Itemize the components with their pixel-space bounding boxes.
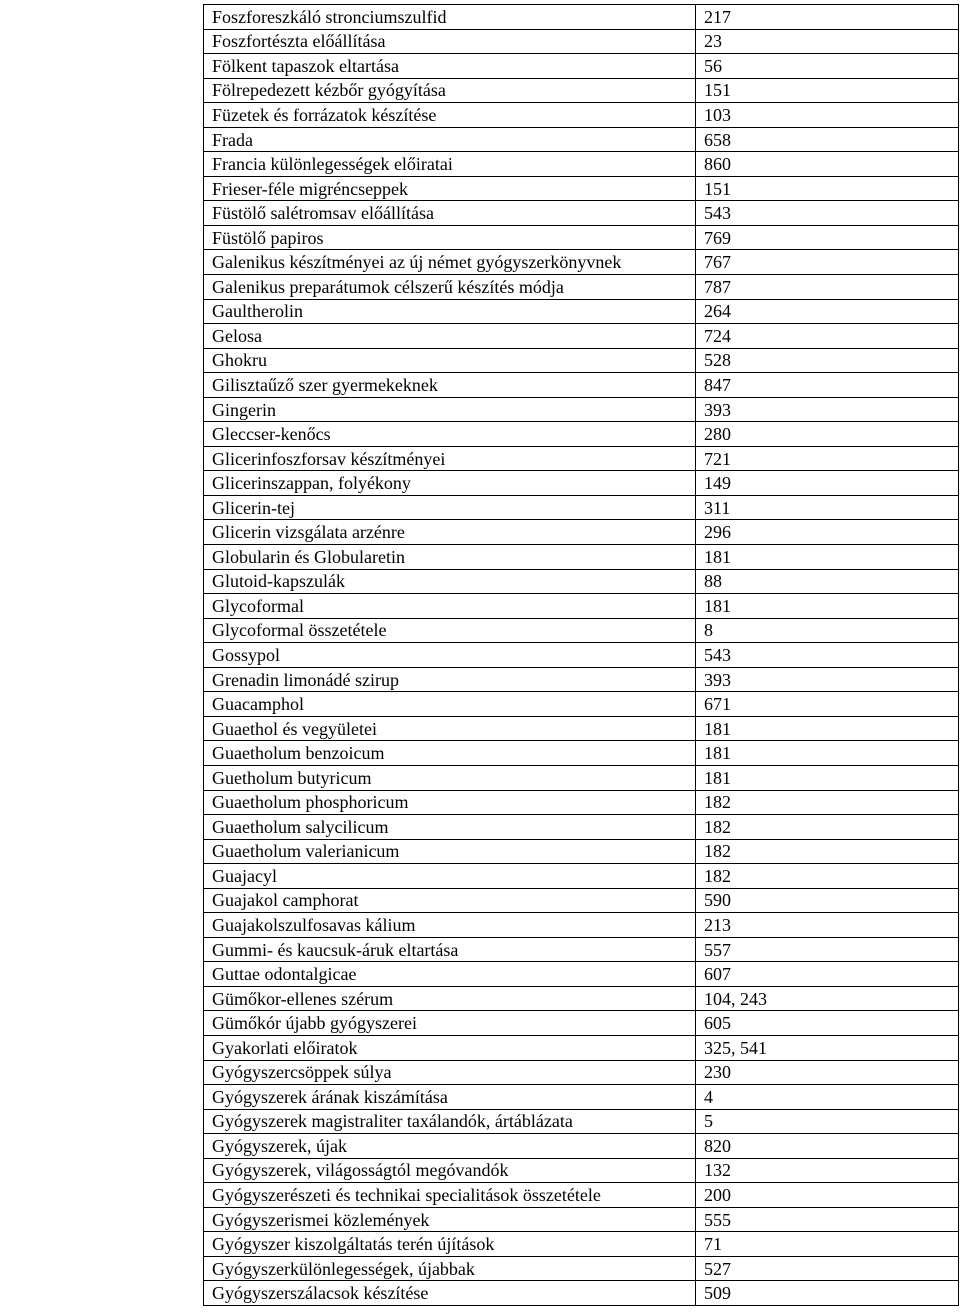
index-page-number: 200 bbox=[696, 1183, 959, 1208]
index-term: Foszfortészta előállítása bbox=[204, 29, 696, 54]
index-row bbox=[204, 127, 959, 152]
index-page-number: 543 bbox=[696, 643, 959, 668]
index-page-number: 590 bbox=[696, 888, 959, 913]
index-page-number: 5 bbox=[696, 1109, 959, 1134]
index-page-number: 182 bbox=[696, 790, 959, 815]
index-term: Gyógyszerismei közlemények bbox=[204, 1207, 696, 1232]
index-row bbox=[204, 1035, 959, 1060]
index-page-number: 607 bbox=[696, 962, 959, 987]
index-page-number: 213 bbox=[696, 913, 959, 938]
index-term: Glycoformal összetétele bbox=[204, 618, 696, 643]
index-row bbox=[204, 937, 959, 962]
index-row bbox=[204, 397, 959, 422]
index-row bbox=[204, 741, 959, 766]
index-row bbox=[204, 201, 959, 226]
index-row bbox=[204, 176, 959, 201]
index-row bbox=[204, 1281, 959, 1306]
index-term: Frada bbox=[204, 127, 696, 152]
index-term: Foszforeszkáló stronciumszulfid bbox=[204, 5, 696, 30]
index-term: Francia különlegességek előiratai bbox=[204, 152, 696, 177]
index-term: Guajacyl bbox=[204, 864, 696, 889]
index-term: Grenadin limonádé szirup bbox=[204, 667, 696, 692]
index-term: Glicerin-tej bbox=[204, 495, 696, 520]
index-page-number: 280 bbox=[696, 422, 959, 447]
index-page-number: 527 bbox=[696, 1256, 959, 1281]
index-page-number: 23 bbox=[696, 29, 959, 54]
index-page-number: 132 bbox=[696, 1158, 959, 1183]
index-page-number: 103 bbox=[696, 103, 959, 128]
index-term: Gyógyszerészeti és technikai specialitások összetétele bbox=[204, 1183, 696, 1208]
index-row bbox=[204, 839, 959, 864]
index-page-number: 151 bbox=[696, 176, 959, 201]
index-page-number: 671 bbox=[696, 692, 959, 717]
index-row bbox=[204, 569, 959, 594]
index-term: Gyógyszerszálacsok készítése bbox=[204, 1281, 696, 1306]
index-page-number: 182 bbox=[696, 815, 959, 840]
index-row bbox=[204, 962, 959, 987]
index-term: Glicerinfoszforsav készítményei bbox=[204, 446, 696, 471]
index-row bbox=[204, 618, 959, 643]
index-page-number: 149 bbox=[696, 471, 959, 496]
index-term: Gingerin bbox=[204, 397, 696, 422]
index-row bbox=[204, 913, 959, 938]
index-page-number: 4 bbox=[696, 1085, 959, 1110]
index-row bbox=[204, 1232, 959, 1257]
index-term: Gyógyszerek, újak bbox=[204, 1134, 696, 1159]
index-row bbox=[204, 790, 959, 815]
index-row bbox=[204, 299, 959, 324]
index-page-number: 182 bbox=[696, 839, 959, 864]
index-row bbox=[204, 54, 959, 79]
index-term: Fölrepedezett kézbőr gyógyítása bbox=[204, 78, 696, 103]
index-term: Gummi- és kaucsuk-áruk eltartása bbox=[204, 937, 696, 962]
index-row bbox=[204, 594, 959, 619]
index-row bbox=[204, 250, 959, 275]
index-page-number: 325, 541 bbox=[696, 1035, 959, 1060]
index-page-number: 181 bbox=[696, 741, 959, 766]
index-term: Gilisztaűző szer gyermekeknek bbox=[204, 373, 696, 398]
index-page-number: 71 bbox=[696, 1232, 959, 1257]
index-term: Füzetek és forrázatok készítése bbox=[204, 103, 696, 128]
index-row bbox=[204, 373, 959, 398]
index-page-number: 230 bbox=[696, 1060, 959, 1085]
index-row bbox=[204, 446, 959, 471]
index-term: Gleccser-kenőcs bbox=[204, 422, 696, 447]
index-term: Guaetholum phosphoricum bbox=[204, 790, 696, 815]
index-row bbox=[204, 545, 959, 570]
index-page-number: 311 bbox=[696, 495, 959, 520]
index-page-number: 555 bbox=[696, 1207, 959, 1232]
index-term: Guacamphol bbox=[204, 692, 696, 717]
index-term: Ghokru bbox=[204, 348, 696, 373]
index-page-number: 721 bbox=[696, 446, 959, 471]
index-term: Globularin és Globularetin bbox=[204, 545, 696, 570]
index-term: Galenikus preparátumok célszerű készítés módja bbox=[204, 275, 696, 300]
index-term: Füstölő salétromsav előállítása bbox=[204, 201, 696, 226]
index-row bbox=[204, 422, 959, 447]
index-page-number: 181 bbox=[696, 545, 959, 570]
index-page-number: 181 bbox=[696, 765, 959, 790]
index-term: Gyakorlati előiratok bbox=[204, 1035, 696, 1060]
index-term: Guaetholum benzoicum bbox=[204, 741, 696, 766]
index-term: Frieser-féle migréncseppek bbox=[204, 176, 696, 201]
index-row bbox=[204, 815, 959, 840]
index-term: Guaetholum salycilicum bbox=[204, 815, 696, 840]
index-page-number: 88 bbox=[696, 569, 959, 594]
index-row bbox=[204, 78, 959, 103]
index-page-number: 769 bbox=[696, 225, 959, 250]
index-row bbox=[204, 1256, 959, 1281]
index-term: Gyógyszercsöppek súlya bbox=[204, 1060, 696, 1085]
index-term: Gelosa bbox=[204, 324, 696, 349]
index-row bbox=[204, 1109, 959, 1134]
index-term: Glicerinszappan, folyékony bbox=[204, 471, 696, 496]
index-row bbox=[204, 1158, 959, 1183]
index-page-number: 543 bbox=[696, 201, 959, 226]
index-term: Füstölő papiros bbox=[204, 225, 696, 250]
index-term: Gümőkor-ellenes szérum bbox=[204, 986, 696, 1011]
index-term: Glycoformal bbox=[204, 594, 696, 619]
index-page-number: 104, 243 bbox=[696, 986, 959, 1011]
index-row bbox=[204, 692, 959, 717]
index-page-number: 264 bbox=[696, 299, 959, 324]
index-page-number: 658 bbox=[696, 127, 959, 152]
index-row bbox=[204, 667, 959, 692]
index-page-number: 181 bbox=[696, 594, 959, 619]
index-term: Guajakol camphorat bbox=[204, 888, 696, 913]
index-page-number: 528 bbox=[696, 348, 959, 373]
index-term: Fölkent tapaszok eltartása bbox=[204, 54, 696, 79]
index-page-number: 557 bbox=[696, 937, 959, 962]
index-row bbox=[204, 152, 959, 177]
index-page-number: 509 bbox=[696, 1281, 959, 1306]
index-row bbox=[204, 471, 959, 496]
index-row bbox=[204, 716, 959, 741]
index-row bbox=[204, 29, 959, 54]
index-term: Gaultherolin bbox=[204, 299, 696, 324]
index-page-number: 393 bbox=[696, 397, 959, 422]
index-row bbox=[204, 1207, 959, 1232]
index-page-number: 296 bbox=[696, 520, 959, 545]
index-page-number: 860 bbox=[696, 152, 959, 177]
index-term: Gossypol bbox=[204, 643, 696, 668]
index-row bbox=[204, 864, 959, 889]
index-term: Guttae odontalgicae bbox=[204, 962, 696, 987]
index-term: Gyógyszerkülönlegességek, újabbak bbox=[204, 1256, 696, 1281]
index-page-number: 820 bbox=[696, 1134, 959, 1159]
index-row bbox=[204, 348, 959, 373]
index-row bbox=[204, 225, 959, 250]
index-row bbox=[204, 1183, 959, 1208]
index-row bbox=[204, 765, 959, 790]
index-row bbox=[204, 643, 959, 668]
index-term: Guajakolszulfosavas kálium bbox=[204, 913, 696, 938]
index-page-number: 724 bbox=[696, 324, 959, 349]
index-page-number: 605 bbox=[696, 1011, 959, 1036]
index-page-number: 181 bbox=[696, 716, 959, 741]
index-row bbox=[204, 5, 959, 30]
index-page-number: 8 bbox=[696, 618, 959, 643]
index-row bbox=[204, 324, 959, 349]
index-row bbox=[204, 520, 959, 545]
index-term: Guaetholum valerianicum bbox=[204, 839, 696, 864]
index-term: Gyógyszerek, világosságtól megóvandók bbox=[204, 1158, 696, 1183]
index-page-number: 787 bbox=[696, 275, 959, 300]
index-row bbox=[204, 1060, 959, 1085]
index-page-number: 182 bbox=[696, 864, 959, 889]
index-row bbox=[204, 888, 959, 913]
index-row bbox=[204, 1085, 959, 1110]
index-term: Gyógyszer kiszolgáltatás terén újítások bbox=[204, 1232, 696, 1257]
index-row bbox=[204, 1134, 959, 1159]
index-row bbox=[204, 103, 959, 128]
index-term: Guaethol és vegyületei bbox=[204, 716, 696, 741]
index-page-number: 217 bbox=[696, 5, 959, 30]
index-row bbox=[204, 986, 959, 1011]
index-row bbox=[204, 495, 959, 520]
index-term: Guetholum butyricum bbox=[204, 765, 696, 790]
index-term: Glutoid-kapszulák bbox=[204, 569, 696, 594]
index-term: Glicerin vizsgálata arzénre bbox=[204, 520, 696, 545]
index-term: Gyógyszerek árának kiszámítása bbox=[204, 1085, 696, 1110]
index-page-number: 847 bbox=[696, 373, 959, 398]
index-table bbox=[203, 4, 959, 1306]
index-term: Gümőkór újabb gyógyszerei bbox=[204, 1011, 696, 1036]
index-term: Gyógyszerek magistraliter taxálandók, ártáblázata bbox=[204, 1109, 696, 1134]
index-row bbox=[204, 1011, 959, 1036]
index-term: Galenikus készítményei az új német gyógyszerkönyvnek bbox=[204, 250, 696, 275]
index-page-number: 393 bbox=[696, 667, 959, 692]
index-table-body bbox=[204, 5, 959, 1306]
index-page-number: 151 bbox=[696, 78, 959, 103]
index-page-number: 767 bbox=[696, 250, 959, 275]
index-row bbox=[204, 275, 959, 300]
index-page-number: 56 bbox=[696, 54, 959, 79]
